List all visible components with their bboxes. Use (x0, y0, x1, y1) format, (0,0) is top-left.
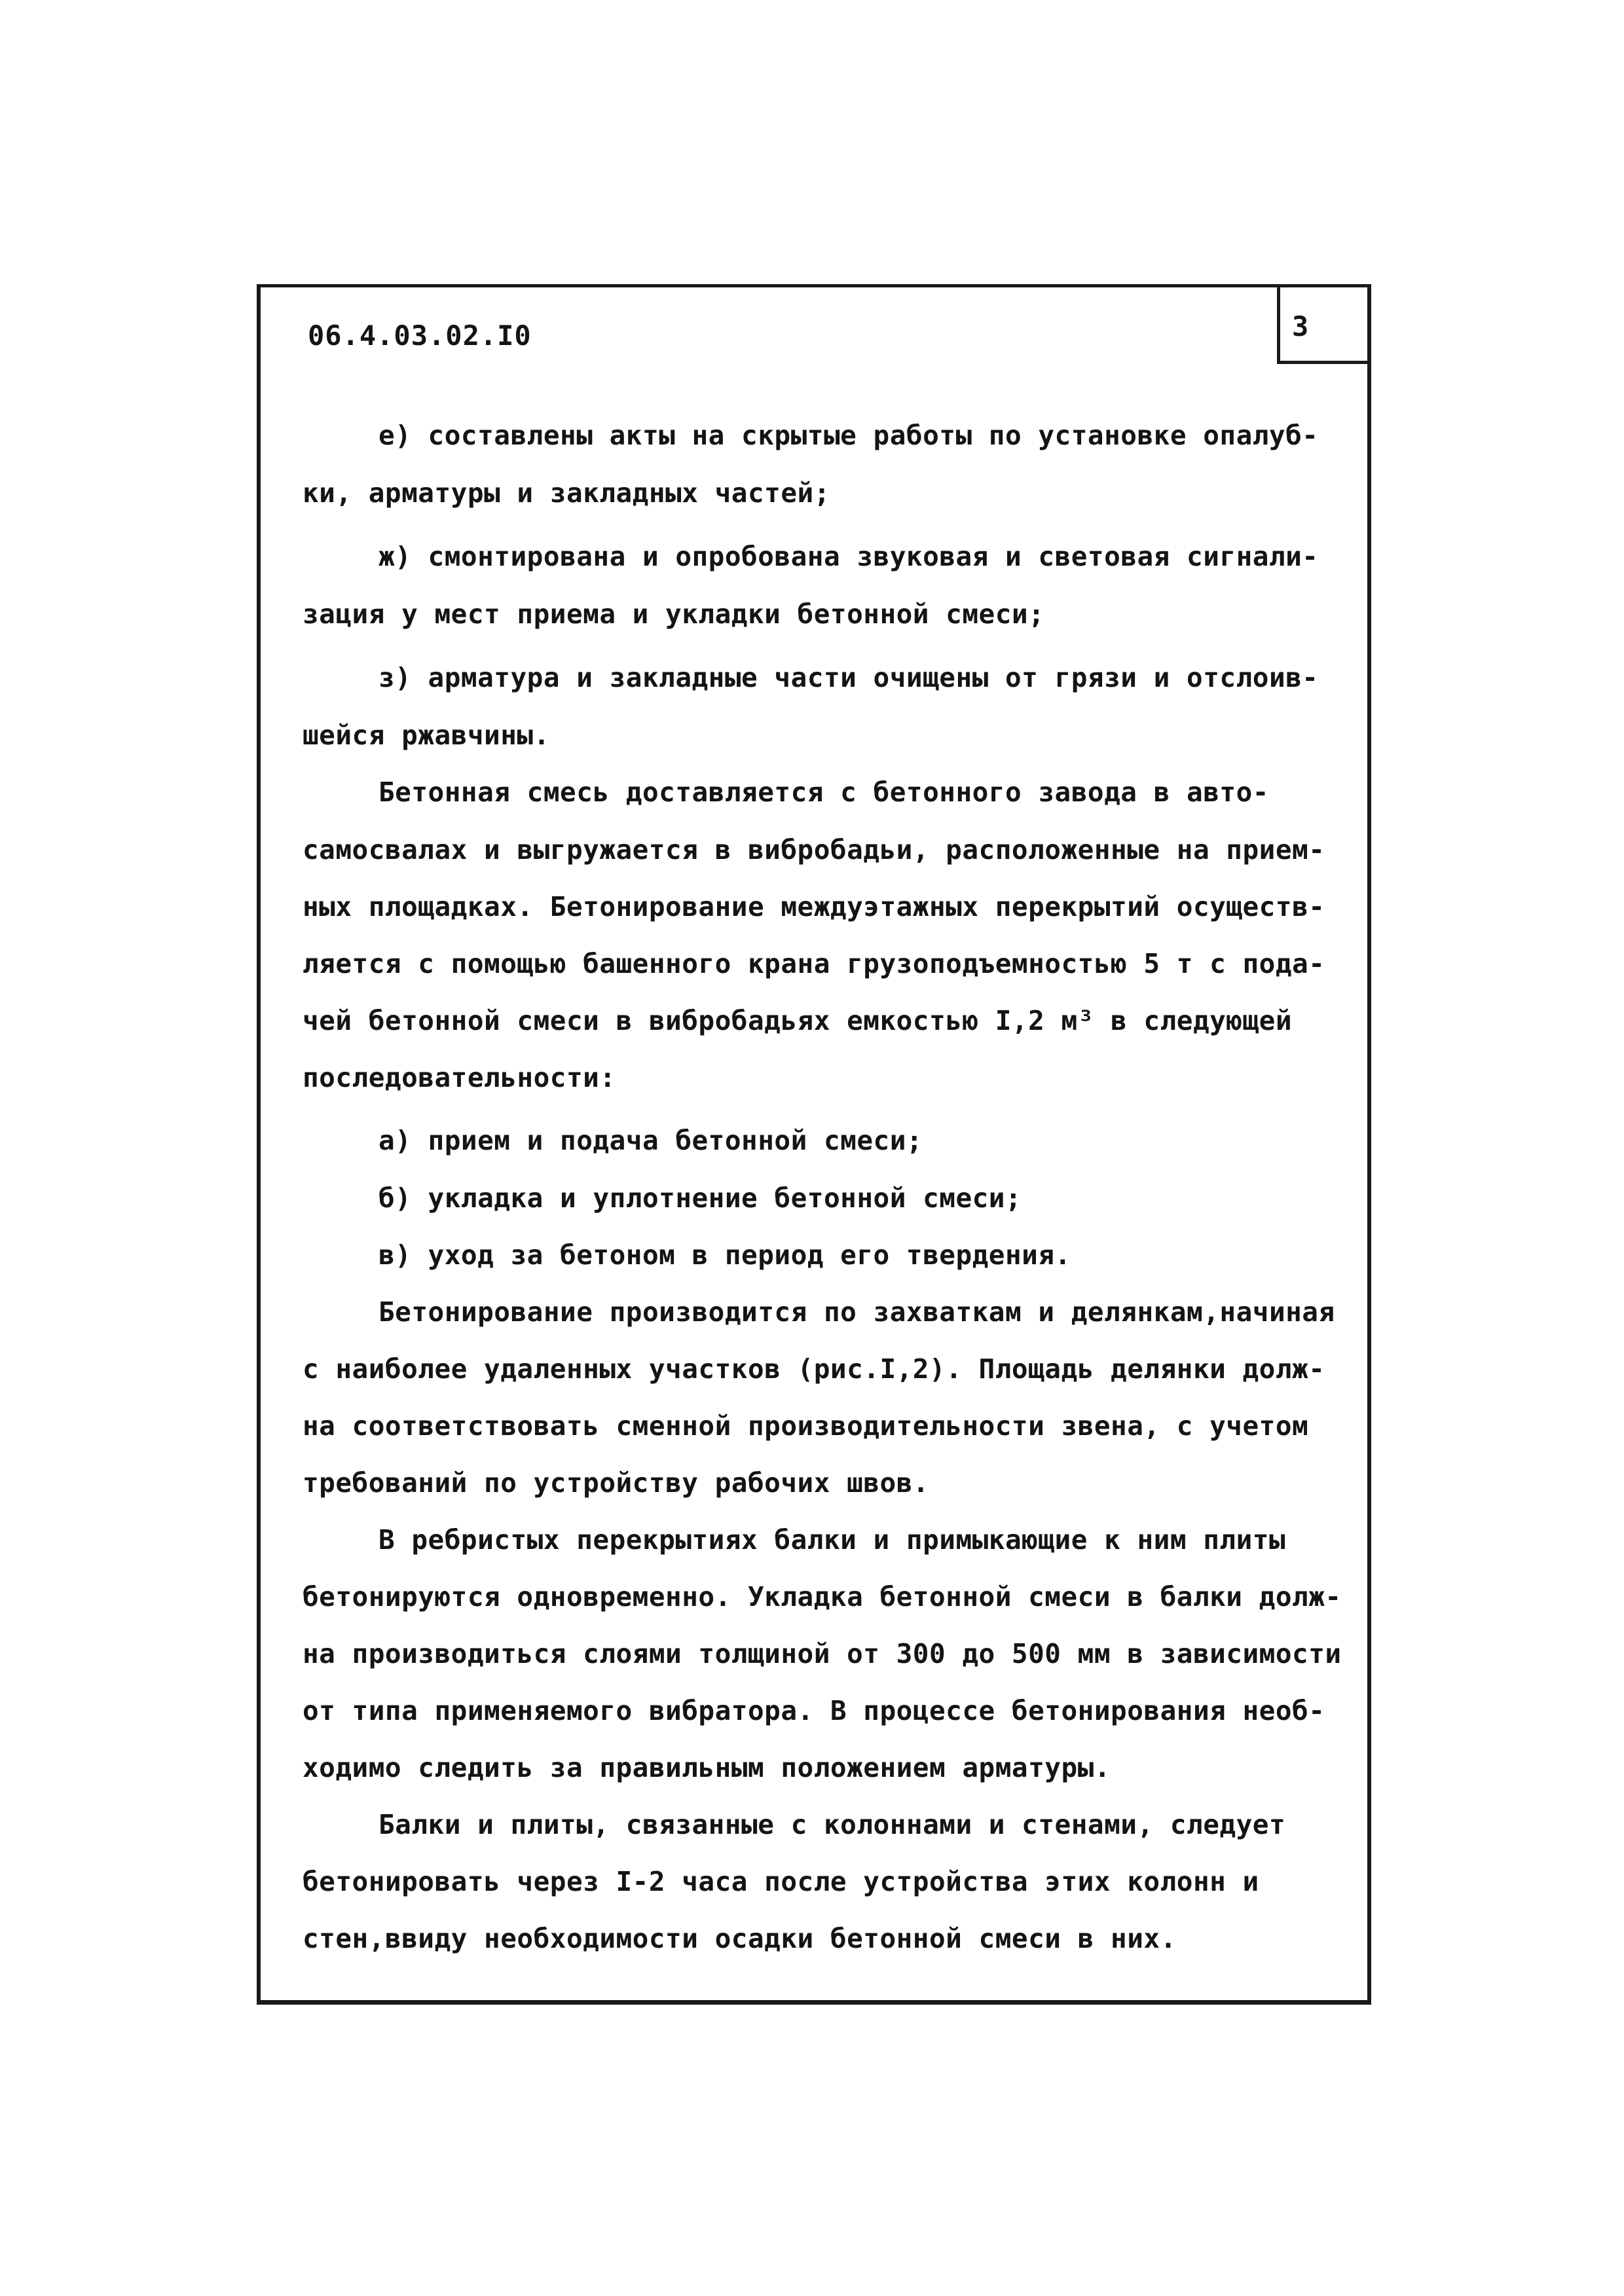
text-line: бетонируются одновременно. Укладка бетонной смеси в балки долж- (303, 1581, 1342, 1613)
text-line: а) прием и подача бетонной смеси; (378, 1125, 923, 1156)
text-line: стен,ввиду необходимости осадки бетонной смеси в них. (303, 1923, 1177, 1954)
text-line: ки, арматуры и закладных частей; (303, 477, 830, 509)
text-line: на соответствовать сменной производительности звена, с учетом (303, 1410, 1309, 1442)
text-line: з) арматура и закладные части очищены от грязи и отслоив- (378, 662, 1319, 693)
text-line: б) укладка и уплотнение бетонной смеси; (378, 1182, 1022, 1214)
text-line: последовательности: (303, 1062, 616, 1093)
text-line: Бетонная смесь доставляется с бетонного завода в авто- (378, 776, 1269, 808)
text-line: чей бетонной смеси в вибробадьях емкостью I,2 м³ в следующей (303, 1005, 1293, 1036)
text-line: ных площадках. Бетонирование междуэтажных перекрытий осуществ- (303, 891, 1325, 922)
text-line: Балки и плиты, связанные с колоннами и стенами, следует (378, 1809, 1286, 1840)
text-line: зация у мест приема и укладки бетонной смеси; (303, 598, 1045, 630)
text-line: Бетонирование производится по захваткам и делянкам,начиная (378, 1296, 1335, 1328)
text-line: самосвалах и выгружается в вибробадьи, расположенные на прием- (303, 834, 1325, 866)
text-line: от типа применяемого вибратора. В процессе бетонирования необ- (303, 1695, 1325, 1726)
document-code: 06.4.03.02.I0 (308, 319, 532, 352)
text-line: ж) смонтирована и опробована звуковая и световая сигнали- (378, 541, 1319, 572)
text-line: ляется с помощью башенного крана грузоподъемностью 5 т с пода- (303, 948, 1325, 979)
text-line: В ребристых перекрытиях балки и примыкающие к ним плиты (378, 1524, 1286, 1556)
text-line: ходимо следить за правильным положением арматуры. (303, 1752, 1111, 1783)
text-line: е) составлены акты на скрытые работы по установке опалуб- (378, 420, 1319, 451)
text-line: с наиболее удаленных участков (рис.I,2). Площадь делянки долж- (303, 1353, 1325, 1385)
text-line: в) уход за бетоном в период его твердения. (378, 1239, 1071, 1271)
text-line: требований по устройству рабочих швов. (303, 1467, 929, 1499)
text-line: на производиться слоями толщиной от 300 до 500 мм в зависимости (303, 1638, 1342, 1669)
text-line: шейся ржавчины. (303, 720, 550, 751)
text-line: бетонировать через I-2 часа после устройства этих колонн и (303, 1866, 1259, 1897)
page-number-box (1277, 284, 1367, 364)
page-number: 3 (1292, 310, 1309, 342)
